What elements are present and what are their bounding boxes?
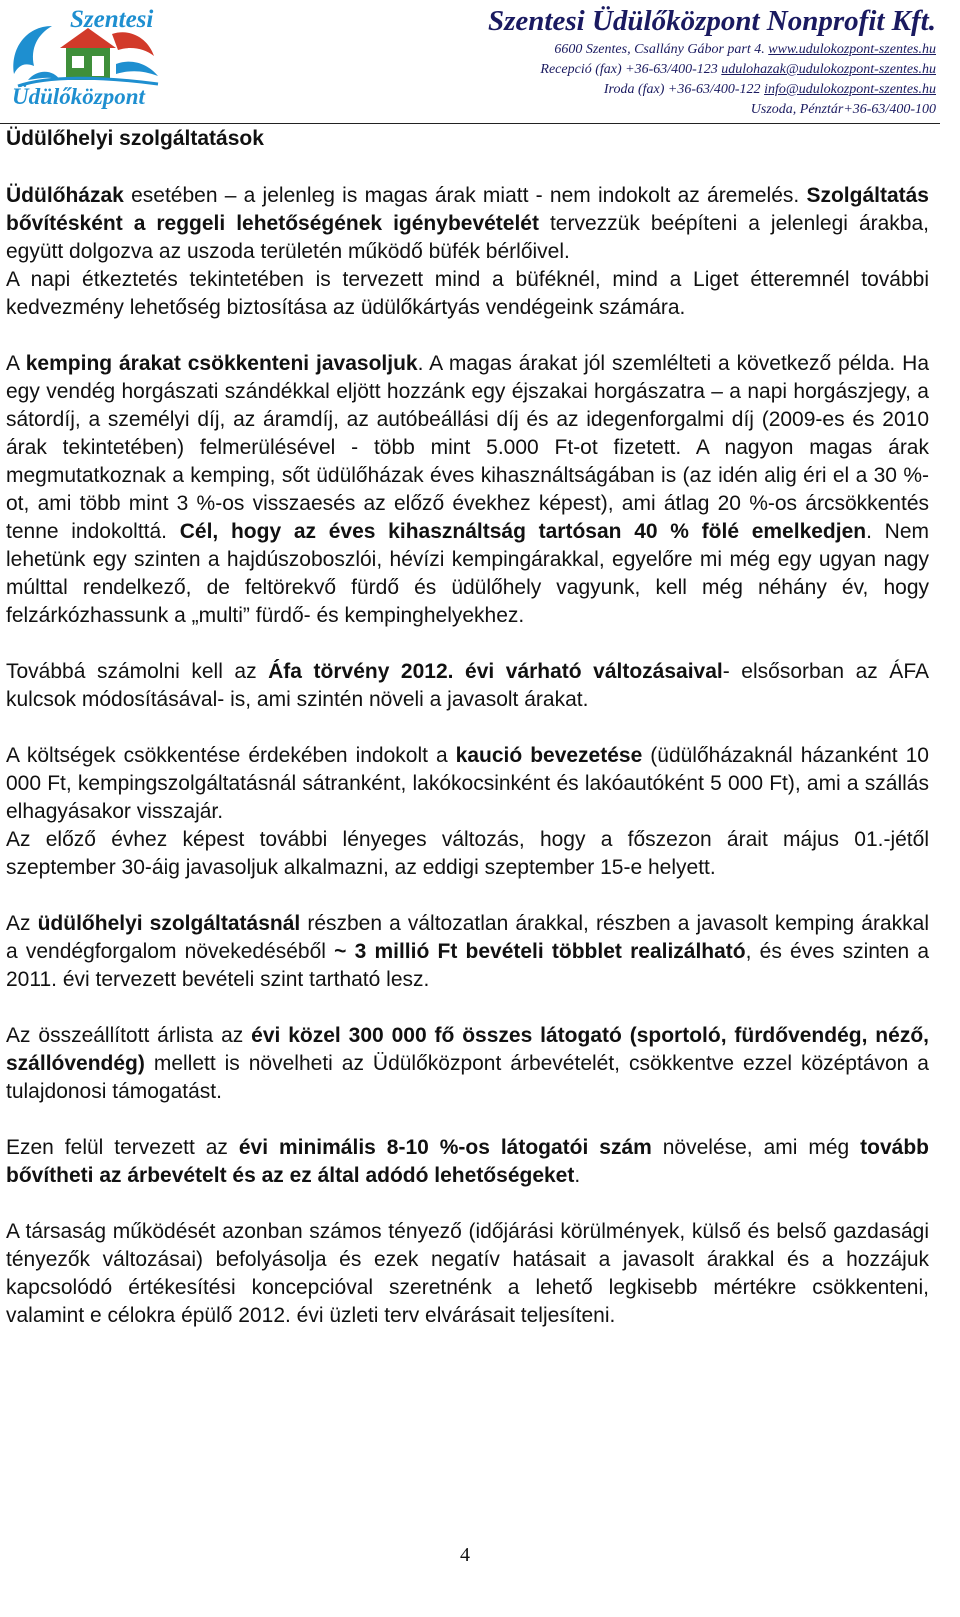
paragraph-revenue <box>6 910 929 994</box>
page-number: 4 <box>460 1544 470 1566</box>
bold-text: évi minimális 8-10 %-os látogatói szám <box>238 1136 652 1159</box>
paragraph-deposit <box>6 742 929 826</box>
paragraph-growth <box>6 1134 929 1190</box>
text: . Nem lehetünk egy szinten a hajdúszoboszlói, hévízi kempingárakkal, egyelőre mi még egy ugyan nagy múlttal rendelkező, de feltörekvő fürdő és üdülőhely vagyunk, kell még néhány év, hogy felzárkózhassunk a „multi” fürdő- és kempinghelyekhez. <box>6 520 930 627</box>
paragraph-catering: A napi étkeztetés tekintetében is tervezett mind a büféknél, mind a Liget étteremnél további kedvezmény lehetőség biztosítása az üdülőkártyás vendégeink számára. <box>6 268 929 319</box>
bold-text: Üdülőházak <box>6 184 124 207</box>
text: Az összeállított árlista az <box>6 1024 252 1047</box>
address-line <box>376 40 936 60</box>
text: A költségek csökkentése érdekében indokolt a <box>6 744 456 767</box>
pool-line: Uszoda, Pénztár+36-63/400-100 <box>750 102 936 117</box>
office-email-link[interactable]: info@udulokozpont-szentes.hu <box>764 82 936 97</box>
text: - elsősorban az ÁFA kulcsok módosításával- is, ami szintén növeli a javasolt árakat. <box>6 660 929 711</box>
text: A <box>6 352 26 375</box>
text: Ezen felül tervezett az <box>6 1136 239 1159</box>
bold-text: kemping árakat csökkenteni javasoljuk <box>25 352 418 375</box>
text: mellett is növelheti az Üdülőközpont árbevételét, csökkentve ezzel középtávon a tulajdonosi támogatást. <box>6 1052 929 1103</box>
office-phone: Iroda (fax) +36-63/400-122 <box>603 82 761 97</box>
logo-text-top: Szentesi <box>70 6 154 33</box>
address: 6600 Szentes, Csallány Gábor part 4. <box>554 42 765 57</box>
company-logo <box>8 4 168 116</box>
text: , és éves szinten a 2011. évi tervezett bevételi szint tartható lesz. <box>6 940 930 991</box>
letterhead <box>0 0 960 128</box>
text: . <box>574 1164 581 1187</box>
header-divider <box>0 123 940 124</box>
paragraph-vat <box>6 658 929 714</box>
website-link[interactable]: www.udulokozpont-szentes.hu <box>768 42 936 57</box>
organization-name: Szentesi Üdülőközpont Nonprofit Kft. <box>488 5 936 37</box>
organization-info <box>376 2 936 120</box>
paragraph-high-season: Az előző évhez képest további lényeges változás, hogy a főszezon árait május 01.-jétől szeptember 30-áig javasoljuk alkalmazni, az eddigi szeptember 15-e helyett. <box>6 828 929 879</box>
paragraph-visitors <box>6 1022 929 1106</box>
office-line <box>376 80 936 100</box>
bold-text: üdülőhelyi szolgáltatásnál <box>37 912 301 935</box>
bold-text: tovább bővítheti az árbevételt és az ez által adódó lehetőségeket <box>6 1136 929 1187</box>
text: esetében – a jelenleg is magas árak miatt - nem indokolt az áremelés. <box>123 184 807 207</box>
reception-line <box>376 60 936 80</box>
document-body <box>6 182 929 1330</box>
text: növelése, ami még <box>651 1136 861 1159</box>
text: tervezzük beépíteni a jelenlegi árakba, együtt dolgozva az uszoda területén működő büfék bérlőivel. <box>6 212 929 263</box>
paragraph-risks: A társaság működését azonban számos tényező (időjárási körülmények, külső és belső gazdasági tényezők változásai) befolyásolja és ezek negatív hatásait a javasolt árakkal és a hozzájuk kapcsolódó értékesítési koncepcióval szeretnénk a lehető legkisebb mértékre csökkenteni, valamint e célokra épülő 2012. évi üzleti terv elvárásait teljesíteni. <box>6 1220 929 1327</box>
paragraph-holiday-homes <box>6 182 929 266</box>
bold-text: évi közel 300 000 fő összes látogató (sportoló, fürdővendég, néző, szállóvendég) <box>6 1024 929 1075</box>
text: (üdülőházaknál házanként 10 000 Ft, kempingszolgáltatásnál sátranként, lakókocsinként és lakóautóként 5 000 Ft), ami a szállás elhagyásakor visszajár. <box>6 744 929 823</box>
logo-text-bottom: Üdülőközpont <box>12 84 145 109</box>
text: Az <box>6 912 38 935</box>
paragraph-camping <box>6 350 929 630</box>
bold-text: ~ 3 millió Ft bevételi többlet realizálható <box>334 940 746 963</box>
bold-text: Szolgáltatás bővítésként a reggeli lehetőségének igénybevételét <box>6 184 929 235</box>
reception-phone: Recepció (fax) +36-63/400-123 <box>540 62 718 77</box>
bold-text: Áfa törvény 2012. évi várható változásaival <box>268 660 723 683</box>
bold-text: Cél, hogy az éves kihasználtság tartósan 40 % fölé emelkedjen <box>179 520 867 543</box>
text: részben a változatlan árakkal, részben a javasolt kemping árakkal a vendégforgalom növekedéséből <box>6 912 929 963</box>
text: Továbbá számolni kell az <box>6 660 269 683</box>
bold-text: kaució bevezetése <box>455 744 643 767</box>
reception-email-link[interactable]: udulohazak@udulokozpont-szentes.hu <box>721 62 936 77</box>
section-title: Üdülőhelyi szolgáltatások <box>6 127 264 150</box>
text: . A magas árakat jól szemlélteti a következő példa. Ha egy vendég horgászati szándékkal eljött hozzánk egy éjszakai horgászatra – a napi horgászjegy, a sátordíj, a személyi díj, az áramdíj, az autóbeállási díj és az idegenforgalmi díj (2009-es és 2010 árak tekintetében) felmerülésével - több mint 5.000 Ft-ot fizetett. A nagyon magas árak megmutatkoznak a kemping, sőt üdülőházak éves kihasználtságában is (az idén alig éri el a 30 %-ot, ami több mint 3 %-os visszaesés az előző évekhez képest), ami átlag 20 %-os árcsökkentés tenne indokolttá. <box>6 352 929 543</box>
